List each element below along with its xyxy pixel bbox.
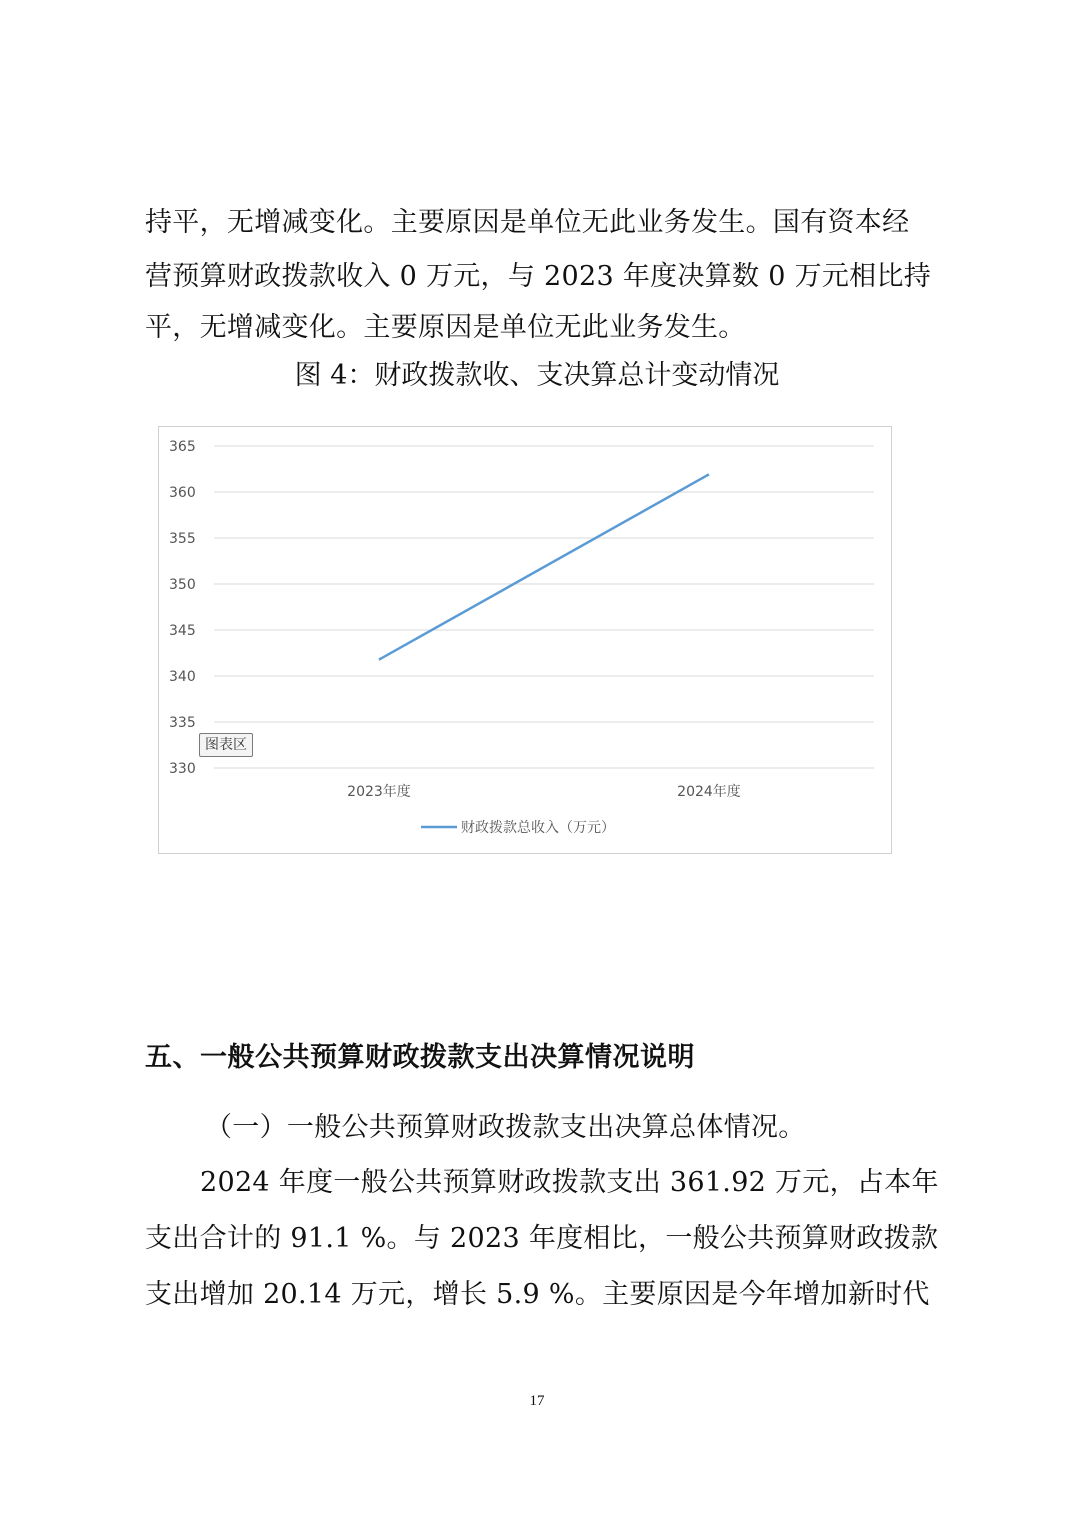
paragraph-line: 营预算财政拨款收入 0 万元，与 2023 年度决算数 0 万元相比持 xyxy=(145,261,932,292)
x-tick-label: 2023年度 xyxy=(347,784,411,800)
paragraph-line: 支出增加 20.14 万元，增长 5.9 %。主要原因是今年增加新时代 xyxy=(145,1279,930,1310)
chart-area-badge: 图表区 xyxy=(199,733,253,757)
line-chart xyxy=(159,427,893,855)
y-tick-label: 345 xyxy=(169,623,196,639)
y-tick-label: 340 xyxy=(169,669,196,685)
paragraph-line: 2024 年度一般公共预算财政拨款支出 361.92 万元，占本年 xyxy=(200,1167,939,1198)
subsection-heading: （一）一般公共预算财政拨款支出决算总体情况。 xyxy=(205,1112,806,1143)
legend-label: 财政拨款总收入（万元） xyxy=(461,820,615,836)
page-number: 17 xyxy=(529,1393,545,1409)
series-line xyxy=(379,474,709,659)
paragraph-line: 持平，无增减变化。主要原因是单位无此业务发生。国有资本经 xyxy=(145,207,910,238)
y-tick-label: 365 xyxy=(169,439,196,455)
x-tick-label: 2024年度 xyxy=(677,784,741,800)
y-tick-label: 355 xyxy=(169,531,196,547)
y-tick-label: 350 xyxy=(169,577,196,593)
y-tick-label: 335 xyxy=(169,715,196,731)
chart-area xyxy=(158,426,892,854)
paragraph-line: 支出合计的 91.1 %。与 2023 年度相比，一般公共预算财政拨款 xyxy=(145,1223,939,1254)
y-tick-label: 330 xyxy=(169,761,196,777)
y-tick-label: 360 xyxy=(169,485,196,501)
paragraph-line: 平，无增减变化。主要原因是单位无此业务发生。 xyxy=(145,312,746,343)
figure-caption: 图 4：财政拨款收、支决算总计变动情况 xyxy=(294,360,780,391)
section-heading: 五、一般公共预算财政拨款支出决算情况说明 xyxy=(145,1042,695,1073)
